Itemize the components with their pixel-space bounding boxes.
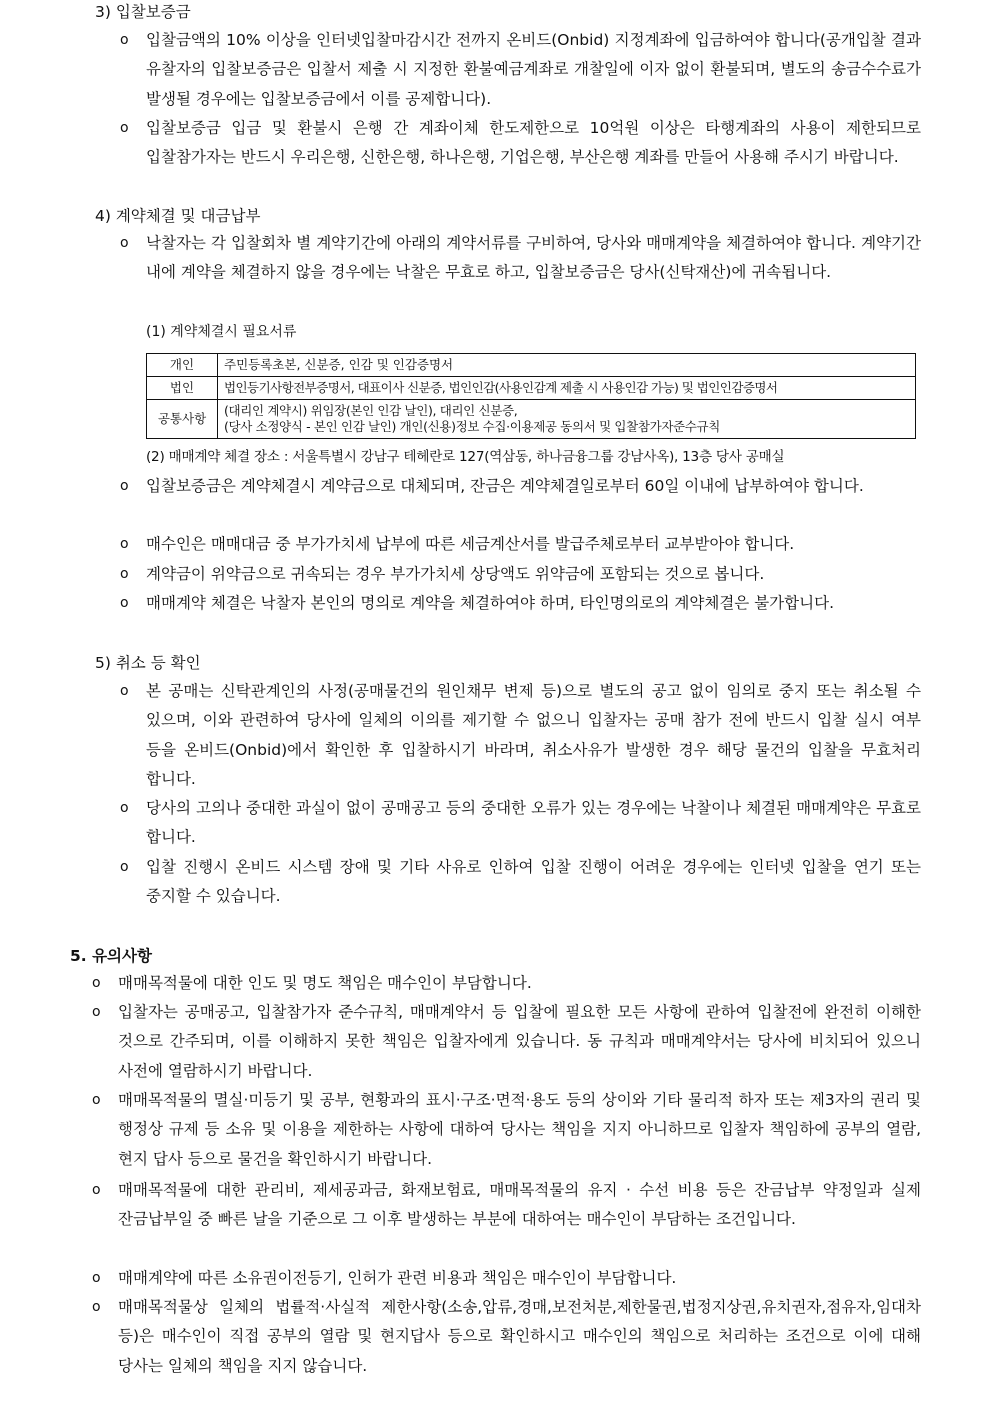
bullet-mark: o — [120, 566, 129, 582]
bullet-mark: o — [120, 859, 129, 875]
bullet-mark: o — [92, 1004, 101, 1020]
s5-bullet-1: o 본 공매는 신탁관계인의 사정(공매물건의 원인채무 변제 등)으로 별도의 공고 없이 임의로 중지 또는 취소될 수 있으며, 이와 관련하여 당사에 일체의 이의를 제기할 수 없으니 입찰자는 공매 참가 전에 반드시 입찰 실시 여부 등을 온비드(Onbid)에서 확인한 후 입찰하시기 바라며, 취소사유가 발생한 경우 해당 물건의 입찰을 무효처리 합니다. — [146, 677, 921, 794]
s4-bullet-3: o 계약금이 위약금으로 귀속되는 경우 부가가치세 상당액도 위약금에 포함되는 것으로 봅니다. — [146, 560, 921, 589]
section-3-heading: 3) 입찰보증금 — [95, 3, 191, 21]
doc-list: 주민등록초본, 신분증, 인감 및 인감증명서 — [218, 354, 916, 377]
table-row — [147, 377, 916, 400]
s4-bullet-1: o 입찰보증금은 계약체결시 계약금으로 대체되며, 잔금은 계약체결일로부터 60일 이내에 납부하여야 합니다. — [146, 472, 921, 501]
notice-bullet-6: o 매매목적물상 일체의 법률적·사실적 제한사항(소송,압류,경매,보전처분,제한물권,법정지상권,유치권자,점유자,임대차 등)은 매수인이 직접 공부의 열람 및 현지답사 등으로 확인하시고 매수인의 책임으로 처리하는 조건으로 이에 대해 당사는 일체의 책임을 지지 않습니다. — [118, 1293, 921, 1381]
section-5-heading: 5) 취소 등 확인 — [95, 654, 201, 672]
table-row — [147, 354, 916, 377]
doc-type: 공통사항 — [147, 400, 218, 439]
bullet-mark: o — [120, 235, 129, 251]
notice-bullet-2: o 입찰자는 공매공고, 입찰참가자 준수규칙, 매매계약서 등 입찰에 필요한 모든 사항에 관하여 입찰전에 완전히 이해한 것으로 간주되며, 이를 이해하지 못한 책임은 입찰자에게 있습니다. 동 규칙과 매매계약서는 당사에 비치되어 있으니 사전에 열람하시기 바랍니다. — [118, 998, 921, 1086]
required-docs-table — [146, 353, 916, 439]
bullet-mark: o — [120, 800, 129, 816]
notice-heading: 5. 유의사항 — [70, 947, 152, 965]
contract-place: (2) 매매계약 체결 장소 : 서울특별시 강남구 테헤란로 127(역삼동, 하나금융그룹 강남사옥), 13층 당사 공매실 — [146, 449, 785, 465]
bullet-mark: o — [92, 1182, 101, 1198]
bullet-mark: o — [92, 1092, 101, 1108]
notice-bullet-3: o 매매목적물의 멸실·미등기 및 공부, 현황과의 표시·구조·면적·용도 등의 상이와 기타 물리적 하자 또는 제3자의 권리 및 행정상 규제 등 소유 및 이용을 제한하는 사항에 대하여 당사는 책임을 지지 아니하므로 입찰자 책임하에 공부의 열람, 현지 답사 등으로 물건을 확인하시기 바랍니다. — [118, 1086, 921, 1174]
doc-type: 법인 — [147, 377, 218, 400]
bullet-mark: o — [92, 1299, 101, 1315]
doc-type: 개인 — [147, 354, 218, 377]
s4-intro: o 낙찰자는 각 입찰회차 별 계약기간에 아래의 계약서류를 구비하여, 당사와 매매계약을 체결하여야 합니다. 계약기간 내에 계약을 체결하지 않을 경우에는 낙찰은 무효로 하고, 입찰보증금은 당사(신탁재산)에 귀속됩니다. — [146, 229, 921, 288]
doc-list: 법인등기사항전부증명서, 대표이사 신분증, 법인인감(사용인감계 제출 시 사용인감 가능) 및 법인인감증명서 — [218, 377, 916, 400]
bullet-mark: o — [120, 120, 129, 136]
s4-bullet-4: o 매매계약 체결은 낙찰자 본인의 명의로 계약을 체결하여야 하며, 타인명의로의 계약체결은 불가합니다. — [146, 589, 921, 618]
doc-list: (대리인 계약시) 위임장(본인 인감 날인), 대리인 신분증, (당사 소정양식 - 본인 인감 날인) 개인(신용)정보 수집·이용제공 동의서 및 입찰참가자준수규칙 — [218, 400, 916, 439]
s3-bullet-2: o 입찰보증금 입금 및 환불시 은행 간 계좌이체 한도제한으로 10억원 이상은 타행계좌의 사용이 제한되므로 입찰참가자는 반드시 우리은행, 신한은행, 하나은행, 기업은행, 부산은행 계좌를 만들어 사용해 주시기 바랍니다. — [146, 114, 921, 173]
bullet-mark: o — [120, 478, 129, 494]
notice-bullet-1: o 매매목적물에 대한 인도 및 명도 책임은 매수인이 부담합니다. — [118, 969, 921, 998]
s4-bullet-2: o 매수인은 매매대금 중 부가가치세 납부에 따른 세금계산서를 발급주체로부터 교부받아야 합니다. — [146, 530, 921, 559]
table-row — [147, 400, 916, 439]
s5-bullet-3: o 입찰 진행시 온비드 시스템 장애 및 기타 사유로 인하여 입찰 진행이 어려운 경우에는 인터넷 입찰을 연기 또는 중지할 수 있습니다. — [146, 853, 921, 912]
s5-bullet-2: o 당사의 고의나 중대한 과실이 없이 공매공고 등의 중대한 오류가 있는 경우에는 낙찰이나 체결된 매매계약은 무효로 합니다. — [146, 794, 921, 853]
bullet-mark: o — [120, 595, 129, 611]
bullet-mark: o — [120, 683, 129, 699]
docs-title: (1) 계약체결시 필요서류 — [146, 324, 297, 340]
s3-bullet-1: o 입찰금액의 10% 이상을 인터넷입찰마감시간 전까지 온비드(Onbid) 지정계좌에 입금하여야 합니다(공개입찰 결과 유찰자의 입찰보증금은 입찰서 제출 시 지정한 환불예금계좌로 개찰일에 이자 없이 환불되며, 별도의 송금수수료가 발생될 경우에는 입찰보증금에서 이를 공제합니다). — [146, 26, 921, 114]
bullet-mark: o — [120, 536, 129, 552]
bullet-mark: o — [120, 32, 129, 48]
notice-bullet-5: o 매매계약에 따른 소유권이전등기, 인허가 관련 비용과 책임은 매수인이 부담합니다. — [118, 1264, 921, 1293]
bullet-mark: o — [92, 1270, 101, 1286]
section-4-heading: 4) 계약체결 및 대금납부 — [95, 207, 261, 225]
bullet-mark: o — [92, 975, 101, 991]
notice-bullet-4: o 매매목적물에 대한 관리비, 제세공과금, 화재보험료, 매매목적물의 유지 · 수선 비용 등은 잔금납부 약정일과 실제 잔금납부일 중 빠른 날을 기준으로 그 이후 발생하는 부분에 대하여는 매수인이 부담하는 조건입니다. — [118, 1176, 921, 1235]
